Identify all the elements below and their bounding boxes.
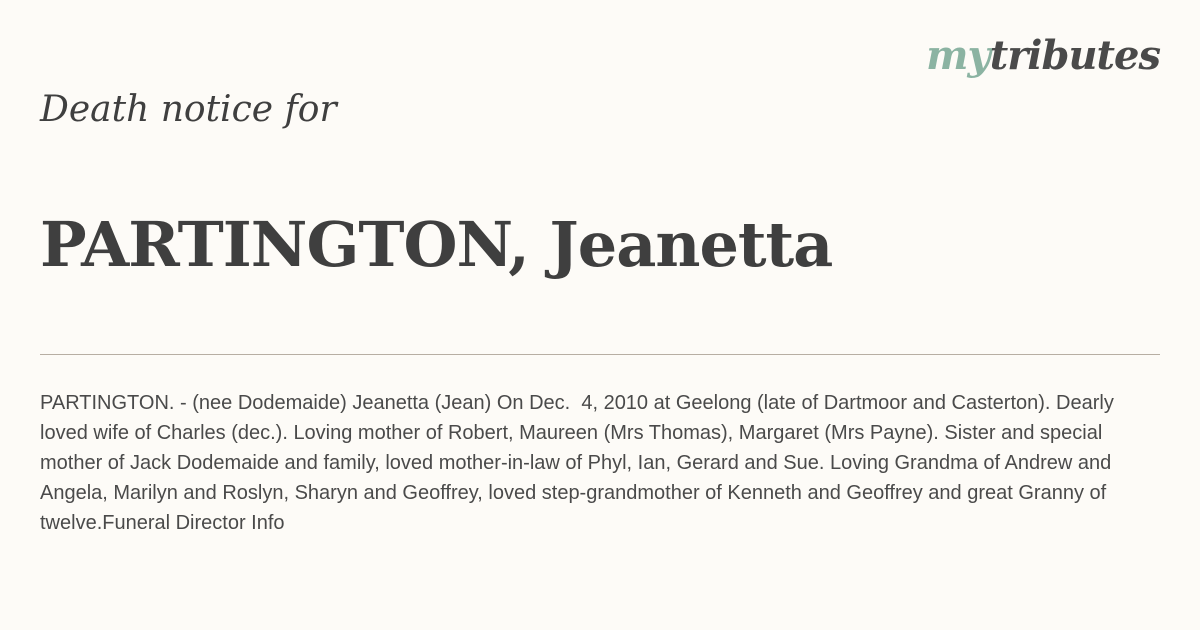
deceased-name: PARTINGTON, Jeanetta — [40, 208, 833, 281]
logo-suffix: tributes — [989, 32, 1160, 79]
divider — [40, 354, 1160, 355]
mytributes-logo[interactable] — [926, 32, 1160, 79]
logo-prefix: my — [926, 32, 990, 79]
notice-type-label: Death notice for — [40, 89, 337, 130]
notice-body-text: PARTINGTON. - (nee Dodemaide) Jeanetta (Jean) On Dec. 4, 2010 at Geelong (late of Dartmoor and Casterton). Dearly loved wife of Charles (dec.). Loving mother of Robert, Maureen (Mrs Thomas), Margaret (Mrs Payne). Sister and special mother of Jack Dodemaide and family, loved mother-in-law of Phyl, Ian, Gerard and Sue. Loving Grandma of Andrew and Angela, Marilyn and Roslyn, Sharyn and Geoffrey, loved step-grandmother of Kenneth and Geoffrey and great Granny of twelve.Funeral Director Info — [40, 392, 1120, 534]
